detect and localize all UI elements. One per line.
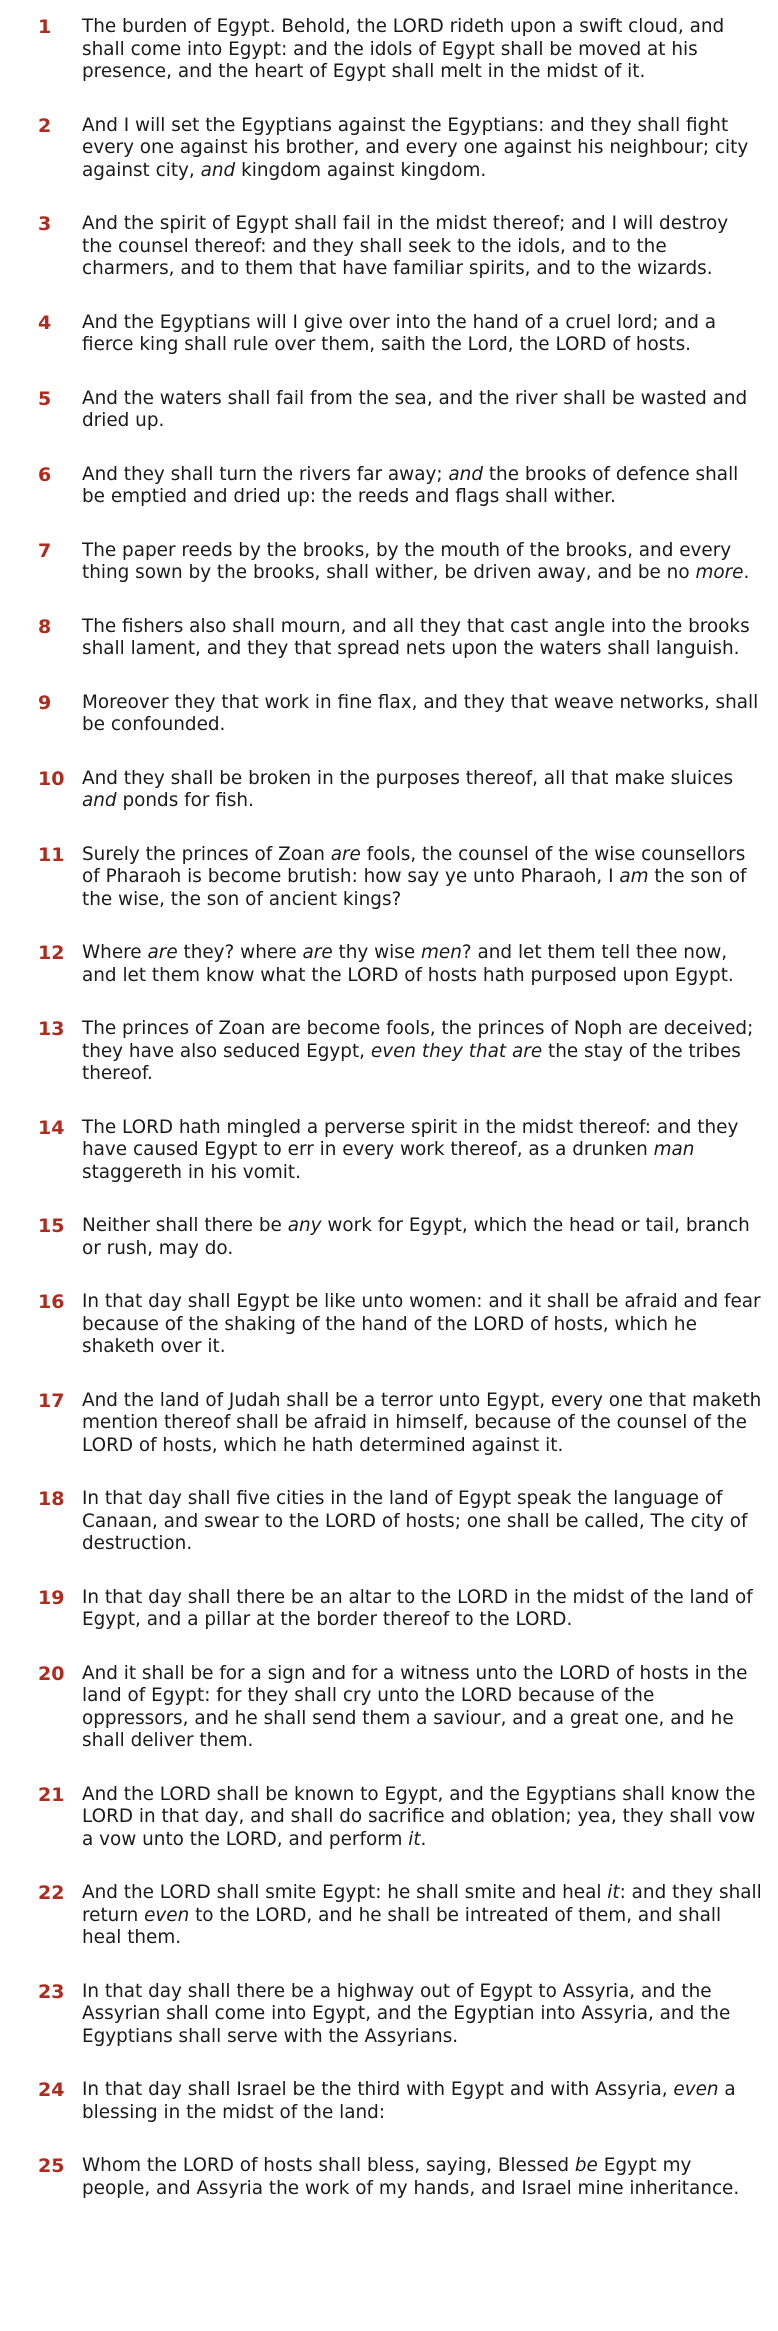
verse-text-segment: : and they shall return (82, 1882, 762, 1926)
verse-3 (38, 213, 762, 281)
verse-text (82, 540, 762, 585)
verse-11 (38, 844, 762, 912)
verse-number: 2 (38, 114, 52, 137)
verse-17 (38, 1390, 762, 1458)
verse-text (82, 464, 762, 509)
italic-supplied-word: are (302, 942, 333, 963)
verse-number: 4 (38, 311, 52, 334)
verse-25 (38, 2155, 762, 2200)
verse-text-segment: the son of the wise, the son of ancient kings? (82, 866, 747, 910)
verse-text (82, 1882, 762, 1950)
italic-supplied-word: even (144, 1904, 190, 1926)
italic-supplied-word: are (330, 843, 361, 865)
verse-text-segment: Surely the princes of Zoan (82, 843, 331, 865)
italic-supplied-word: it (607, 1882, 620, 1903)
verse-text (82, 1981, 762, 2049)
verse-number: 12 (38, 942, 65, 964)
verse-text-segment: And they shall turn the rivers far away; (82, 463, 449, 485)
verse-text-segment: In that day shall there be an altar to the LORD in the midst of the land of Egypt, and a pillar at the border thereof to the LORD. (82, 1586, 753, 1630)
verse-7 (38, 540, 762, 585)
verse-10 (38, 768, 762, 813)
verse-text-segment: The paper reeds by the brooks, by the mouth of the brooks, and every thing sown by the brooks, shall wither, be driven away, and be no (82, 539, 732, 583)
verse-text-segment: a blessing in the midst of the land: (82, 2079, 736, 2123)
verse-number: 8 (38, 615, 52, 638)
verse-12 (38, 942, 762, 987)
verse-9 (38, 692, 762, 737)
verse-text-segment: And the LORD shall be known to Egypt, and the Egyptians shall know the LORD in that day, and shall do sacrifice and oblation; yea, they shall vow a vow unto the LORD, and perform (82, 1783, 756, 1850)
italic-supplied-word: any (287, 1215, 322, 1236)
verse-text (82, 1291, 762, 1359)
italic-supplied-word: more (695, 562, 744, 583)
verse-number: 25 (38, 2155, 65, 2177)
verse-number: 20 (38, 1662, 65, 1685)
verse-19 (38, 1587, 762, 1632)
verse-text-segment: ponds for fish. (116, 790, 254, 811)
verse-text-segment: staggereth in his vomit. (82, 1161, 301, 1183)
verse-5 (38, 388, 762, 433)
verse-number: 6 (38, 463, 52, 486)
italic-supplied-word: and (82, 790, 117, 811)
verse-text-segment: And the land of Judah shall be a terror unto Egypt, every one that maketh mention thereof shall be afraid in himself, because of the counsel of the LORD of hosts, which he hath determined against it. (82, 1389, 762, 1456)
italic-supplied-word: be (574, 2155, 598, 2176)
italic-supplied-word: am (619, 866, 649, 887)
verse-text (82, 768, 762, 813)
verse-text (82, 16, 762, 84)
verse-text-segment: And they shall be broken in the purposes thereof, all that make sluices (82, 767, 734, 789)
verse-4 (38, 312, 762, 357)
verse-text-segment: In that day shall Egypt be like unto women: and it shall be afraid and fear because of the shaking of the hand of the LORD of hosts, which he shaketh over it. (82, 1291, 761, 1357)
verse-2 (38, 115, 762, 183)
verse-number: 11 (38, 843, 65, 866)
italic-supplied-word: men (421, 942, 462, 963)
verse-15 (38, 1215, 762, 1260)
italic-supplied-word: even they that are (370, 1040, 543, 1062)
verse-number: 18 (38, 1488, 65, 1510)
verse-text-segment: to the LORD, and he shall be intreated of them, and shall heal them. (82, 1904, 722, 1948)
verse-number: 5 (38, 387, 52, 410)
verse-6 (38, 464, 762, 509)
italic-supplied-word: man (653, 1139, 695, 1160)
verse-text (82, 213, 762, 281)
verse-text-segment: thy wise (332, 942, 421, 963)
verse-number: 24 (38, 2079, 65, 2101)
verse-text-segment: And the spirit of Egypt shall fail in the midst thereof; and I will destroy the counsel thereof: and they shall seek to the idols, and to the charmers, and to them that have familiar spirits, and to the wizards. (82, 213, 729, 279)
verse-text-segment: work for Egypt, which the head or tail, branch or rush, may do. (82, 1215, 750, 1259)
verse-number: 16 (38, 1291, 65, 1313)
verse-text-segment: And the Egyptians will I give over into the hand of a cruel lord; and a fierce king shall rule over them, saith the Lord, the LORD of hosts. (82, 311, 716, 355)
verse-text (82, 1488, 762, 1556)
italic-supplied-word: it (408, 1828, 421, 1850)
verse-1 (38, 16, 762, 84)
verse-text (82, 2079, 762, 2124)
verse-text (82, 1117, 762, 1185)
verse-8 (38, 616, 762, 661)
italic-supplied-word: are (147, 942, 178, 963)
verse-text-segment: The LORD hath mingled a perverse spirit in the midst thereof: and they have caused Egypt to err in every work thereof, as a drunken (82, 1116, 739, 1160)
italic-supplied-word: and (448, 463, 483, 485)
verse-text-segment: And the waters shall fail from the sea, and the river shall be wasted and dried up. (82, 387, 748, 431)
verse-number: 13 (38, 1018, 65, 1040)
verse-number: 3 (38, 213, 52, 235)
verse-text-segment: Egypt my people, and Assyria the work of my hands, and Israel mine inheritance. (82, 2155, 740, 2199)
verse-text (82, 388, 762, 433)
verse-text-segment: Neither shall there be (82, 1215, 288, 1236)
verse-14 (38, 1117, 762, 1185)
verse-text (82, 1663, 762, 1753)
verse-text-segment: ? and let them tell thee now, and let them know what the LORD of hosts hath purposed upon Egypt. (82, 942, 734, 986)
verse-text (82, 1587, 762, 1632)
verse-text-segment: In that day shall five cities in the land of Egypt speak the language of Canaan, and swear to the LORD of hosts; one shall be called, The city of destruction. (82, 1488, 748, 1554)
italic-supplied-word: and (200, 159, 236, 181)
verse-text-segment: The fishers also shall mourn, and all they that cast angle into the brooks shall lament, and they that spread nets upon the waters shall languish. (82, 615, 750, 659)
verse-number: 15 (38, 1215, 65, 1237)
verse-number: 9 (38, 691, 52, 714)
verse-text (82, 1784, 762, 1852)
verse-text-segment: . (743, 562, 750, 583)
verse-text-segment: In that day shall there be a highway out of Egypt to Assyria, and the Assyrian shall come into Egypt, and the Egyptian into Assyria, and the Egyptians shall serve with the Assyrians. (82, 1980, 731, 2047)
verse-23 (38, 1981, 762, 2049)
verse-text-segment: they? where (177, 942, 303, 963)
verse-text-segment: And the LORD shall smite Egypt: he shall smite and heal (82, 1882, 608, 1903)
verse-16 (38, 1291, 762, 1359)
verse-21 (38, 1784, 762, 1852)
verse-number: 21 (38, 1783, 65, 1806)
verse-text-segment: fools, the counsel of the wise counsellors of Pharaoh is become brutish: how say ye unto Pharaoh, I (82, 843, 746, 887)
verse-number: 17 (38, 1389, 65, 1412)
verse-text (82, 1390, 762, 1458)
verse-text-segment: Where (82, 942, 148, 963)
verse-text-segment: The burden of Egypt. Behold, the LORD rideth upon a swift cloud, and shall come into Egypt: and the idols of Egypt shall be moved at his presence, and the heart of Egypt shall melt in the midst of it. (82, 16, 725, 82)
verse-24 (38, 2079, 762, 2124)
verse-text-segment: In that day shall Israel be the third with Egypt and with Assyria, (82, 2079, 674, 2100)
verse-text (82, 844, 762, 912)
verse-text-segment: The princes of Zoan are become fools, the princes of Noph are deceived; they have also seduced Egypt, (82, 1018, 754, 1062)
verse-text-segment: . (420, 1828, 427, 1850)
verse-number: 22 (38, 1882, 65, 1904)
verse-text-segment: Moreover they that work in fine flax, and they that weave networks, shall be confounded. (82, 691, 759, 735)
verse-text-segment: the brooks of defence shall be emptied and dried up: the reeds and flags shall wither. (82, 463, 739, 507)
verse-number: 7 (38, 539, 52, 562)
verse-number: 19 (38, 1586, 65, 1609)
verse-20 (38, 1663, 762, 1753)
verse-number: 14 (38, 1116, 65, 1139)
verse-text (82, 692, 762, 737)
verse-text-segment: And I will set the Egyptians against the Egyptians: and they shall fight every one against his brother, and every one against his neighbour; city against city, (82, 114, 749, 181)
verse-number: 1 (38, 16, 52, 38)
verse-18 (38, 1488, 762, 1556)
verse-text (82, 616, 762, 661)
verse-text (82, 2155, 762, 2200)
verse-number: 23 (38, 1980, 65, 2003)
verse-text-segment: And it shall be for a sign and for a witness unto the LORD of hosts in the land of Egypt: for they shall cry unto the LORD because of the oppressors, and he shall send them a saviour, and a great one, and he shall deliver them. (82, 1662, 748, 1751)
verse-13 (38, 1018, 762, 1086)
verse-number: 10 (38, 767, 65, 790)
verse-text (82, 115, 762, 183)
verse-text (82, 312, 762, 357)
verse-text (82, 1018, 762, 1086)
verse-text-segment: the stay of the tribes thereof. (82, 1040, 741, 1084)
verse-text-segment: Whom the LORD of hosts shall bless, saying, Blessed (82, 2155, 575, 2176)
verse-text-segment: kingdom against kingdom. (235, 159, 487, 181)
verse-22 (38, 1882, 762, 1950)
verse-text (82, 942, 762, 987)
verse-text (82, 1215, 762, 1260)
italic-supplied-word: even (673, 2079, 719, 2100)
